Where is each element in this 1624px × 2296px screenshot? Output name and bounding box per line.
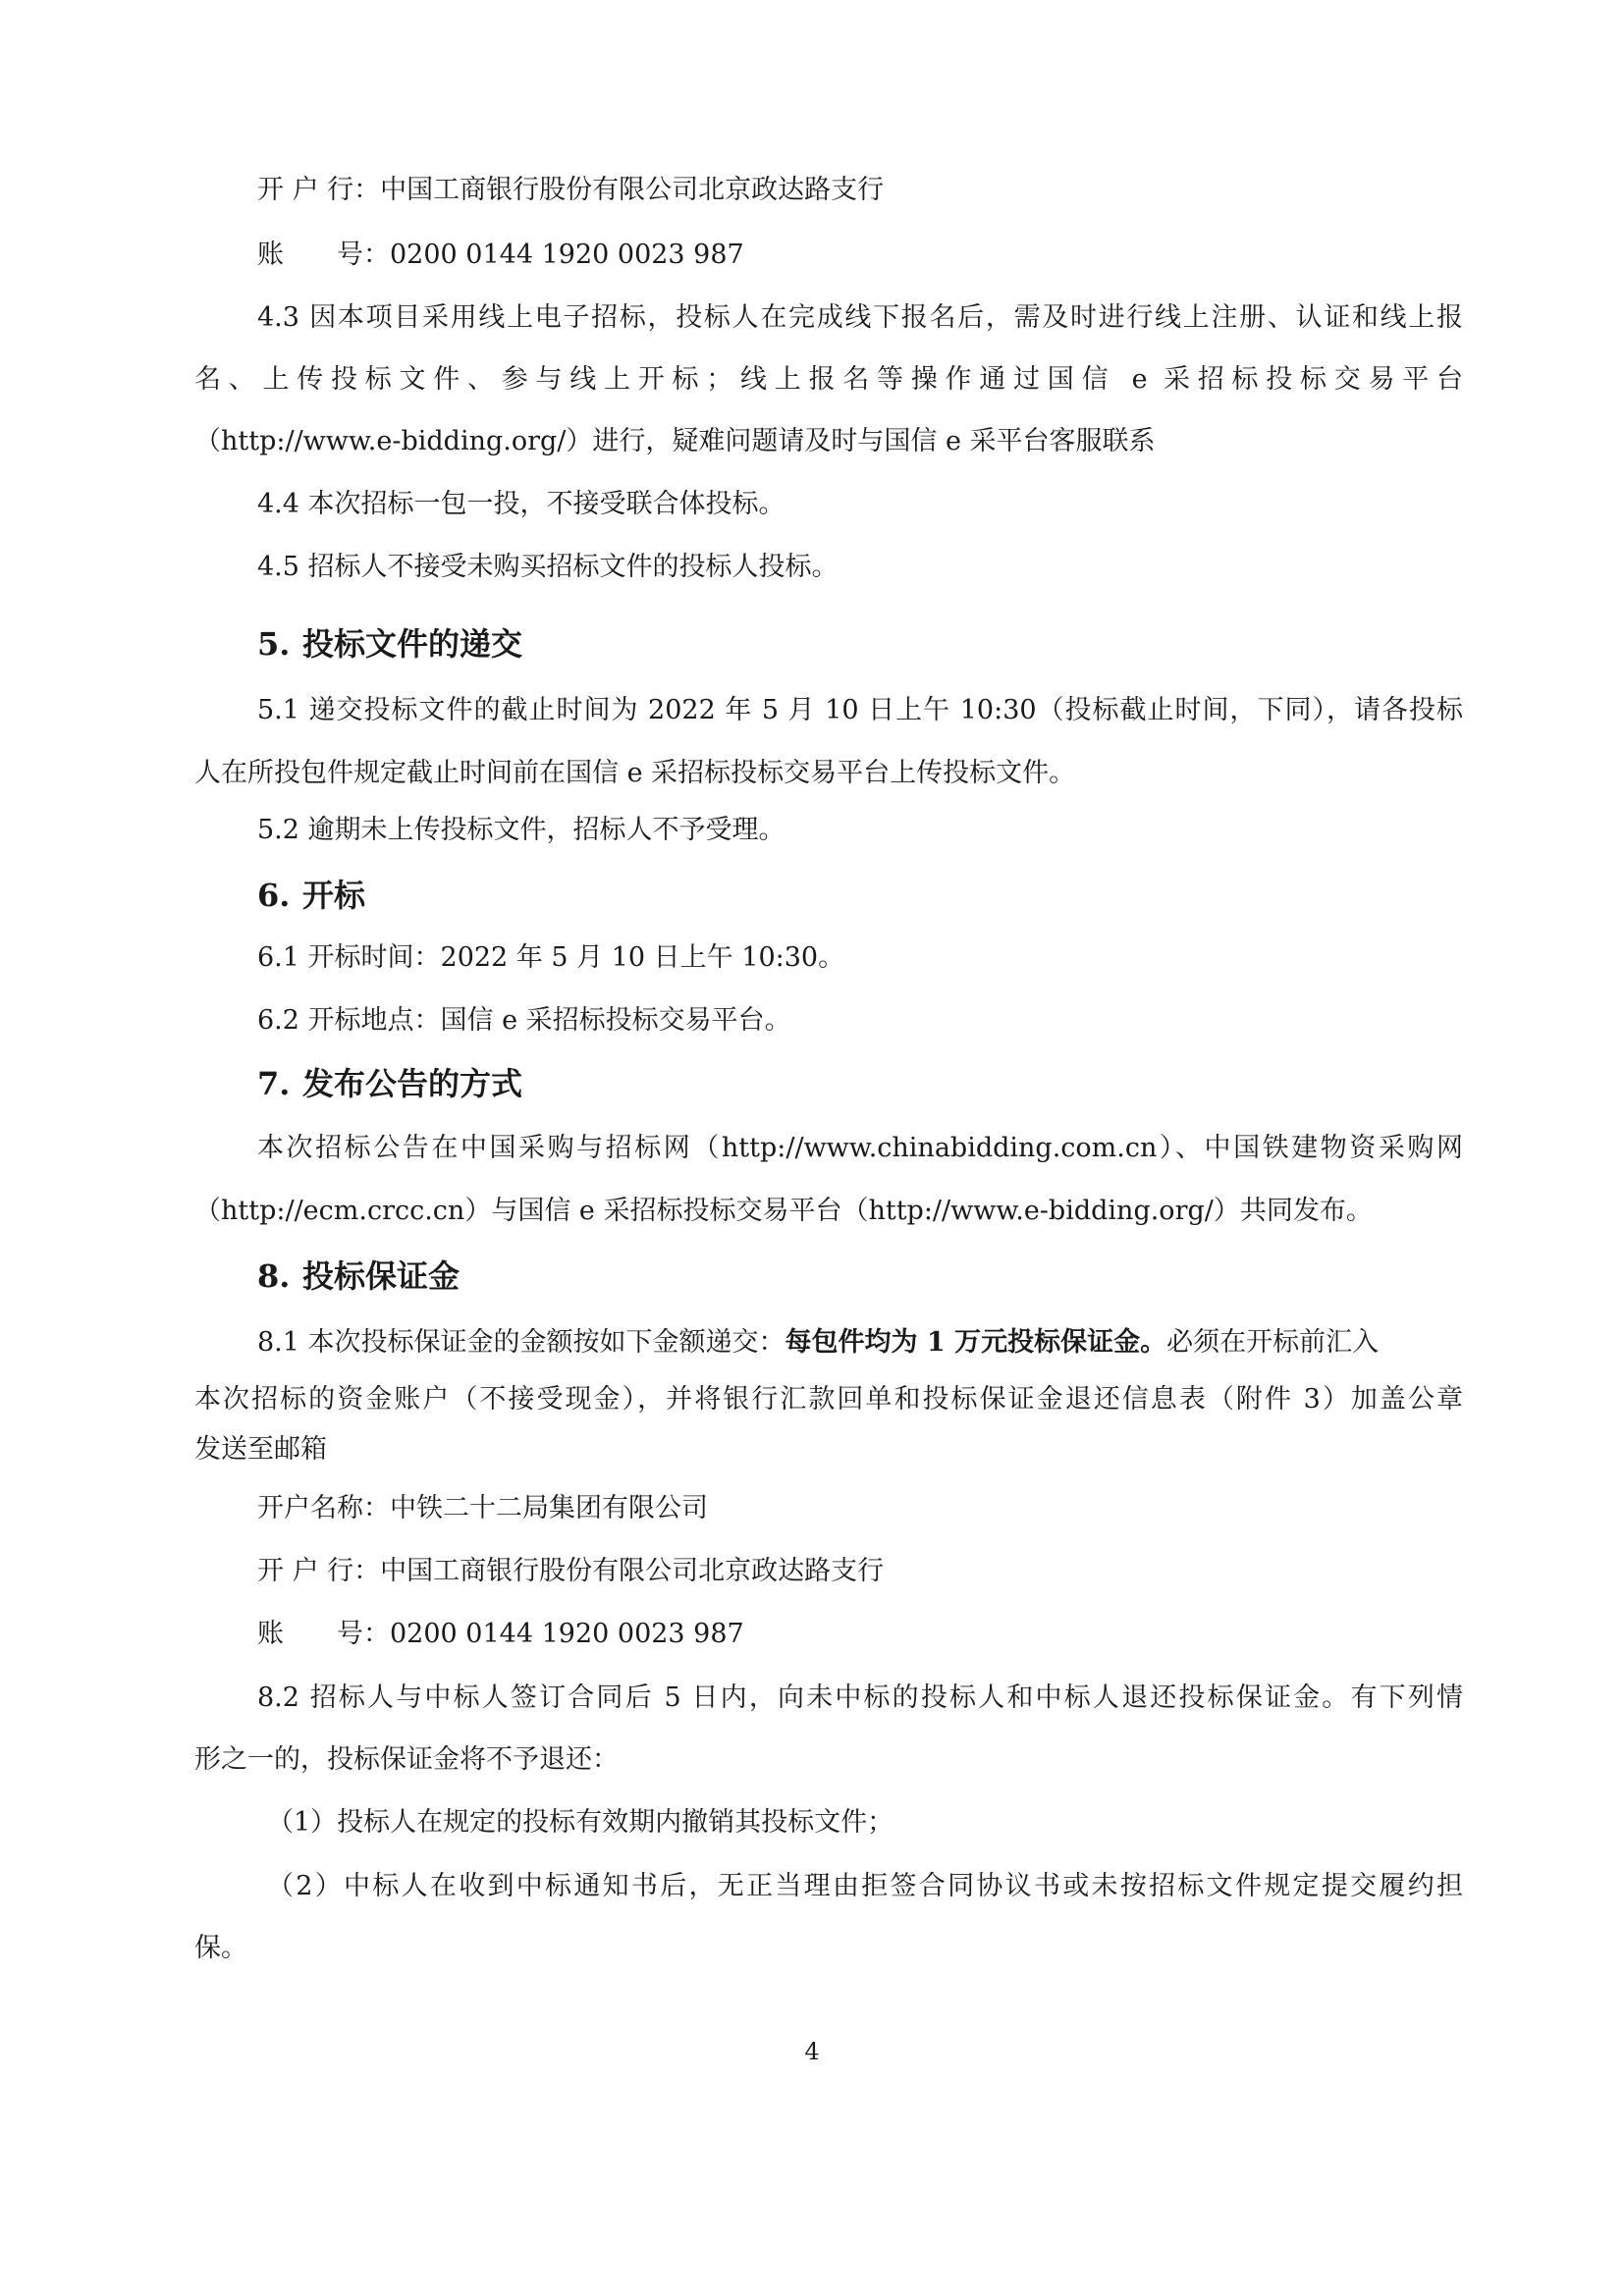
page-number: 4: [804, 2038, 820, 2065]
account-line-2: 账 号：0200 0144 1920 0023 987: [257, 1619, 744, 1649]
heading-text: 投标文件的递交: [302, 625, 523, 663]
bank-line: 开 户 行：中国工商银行股份有限公司北京政达路支行: [257, 175, 885, 205]
heading-number: 7.: [257, 1065, 291, 1102]
bank-line-2: 开 户 行：中国工商银行股份有限公司北京政达路支行: [257, 1556, 885, 1586]
para-5-1-line-1: 5.1 递交投标文件的截止时间为 2022 年 5 月 10 日上午 10:30（投标截止时间，下同），请各投标: [257, 695, 1463, 725]
para-6-2: 6.2 开标地点：国信 e 采招标投标交易平台。: [257, 1005, 791, 1036]
section-heading-5: [257, 624, 522, 664]
para-8-2-line-1: 8.2 招标人与中标人签订合同后 5 日内，向未中标的投标人和中标人退还投标保证金。有下列情: [257, 1682, 1463, 1713]
para-4-3-line-2: 名、上传投标文件、参与线上开标；线上报名等操作通过国信 e 采招标投标交易平台: [194, 364, 1463, 395]
para-8-1-bold-text: 每包件均为 1 万元投标保证金。: [785, 1327, 1167, 1358]
para-6-1: 6.1 开标时间：2022 年 5 月 10 日上午 10:30。: [257, 942, 845, 973]
section-heading-8: [257, 1256, 460, 1296]
para-8-1-line-3: 发送至邮箱: [194, 1434, 327, 1465]
account-line: 账 号：0200 0144 1920 0023 987: [257, 240, 744, 270]
para-5-1-line-2: 人在所投包件规定截止时间前在国信 e 采招标投标交易平台上传投标文件。: [194, 758, 1076, 788]
account-name-line: 开户名称：中铁二十二局集团有限公司: [257, 1493, 708, 1523]
section-heading-7: [257, 1064, 522, 1103]
heading-number: 6.: [257, 877, 291, 914]
list-item-2-line-2: 保。: [194, 1933, 247, 1963]
para-8-1-line-2: 本次招标的资金账户（不接受现金），并将银行汇款回单和投标保证金退还信息表（附件 3）加盖公章: [194, 1384, 1463, 1415]
para-4-5: 4.5 招标人不接受未购买招标文件的投标人投标。: [257, 552, 839, 582]
heading-number: 8.: [257, 1257, 291, 1295]
list-item-2-line-1: （2）中标人在收到中标通知书后，无正当理由拒签合同协议书或未按招标文件规定提交履约担: [267, 1871, 1463, 1901]
heading-text: 发布公告的方式: [302, 1065, 523, 1102]
para-7-line-2: （http://ecm.crcc.cn）与国信 e 采招标投标交易平台（http://www.e-bidding.org/）共同发布。: [194, 1196, 1373, 1226]
para-8-2-line-2: 形之一的，投标保证金将不予退还：: [194, 1744, 619, 1775]
list-item-1: （1）投标人在规定的投标有效期内撤销其投标文件；: [267, 1807, 894, 1838]
para-8-1-line-1: [257, 1325, 1463, 1361]
heading-number: 5.: [257, 625, 291, 663]
section-heading-6: [257, 876, 365, 915]
para-4-3-line-3: （http://www.e-bidding.org/）进行，疑难问题请及时与国信 e 采平台客服联系: [194, 426, 1156, 456]
para-5-2: 5.2 逾期未上传投标文件，招标人不予受理。: [257, 815, 785, 845]
heading-text: 投标保证金: [302, 1257, 460, 1295]
para-8-1-text-a: 8.1 本次投标保证金的金额按如下金额递交：: [257, 1327, 785, 1358]
para-8-1-text-c: 必须在开标前汇入: [1166, 1327, 1380, 1358]
para-4-4: 4.4 本次招标一包一投，不接受联合体投标。: [257, 489, 785, 519]
heading-text: 开标: [302, 877, 366, 914]
para-4-3-line-1: 4.3 因本项目采用线上电子招标，投标人在完成线下报名后，需及时进行线上注册、认证和线上报: [257, 302, 1463, 333]
para-7-line-1: 本次招标公告在中国采购与招标网（http://www.chinabidding.com.cn）、中国铁建物资采购网: [257, 1133, 1463, 1163]
